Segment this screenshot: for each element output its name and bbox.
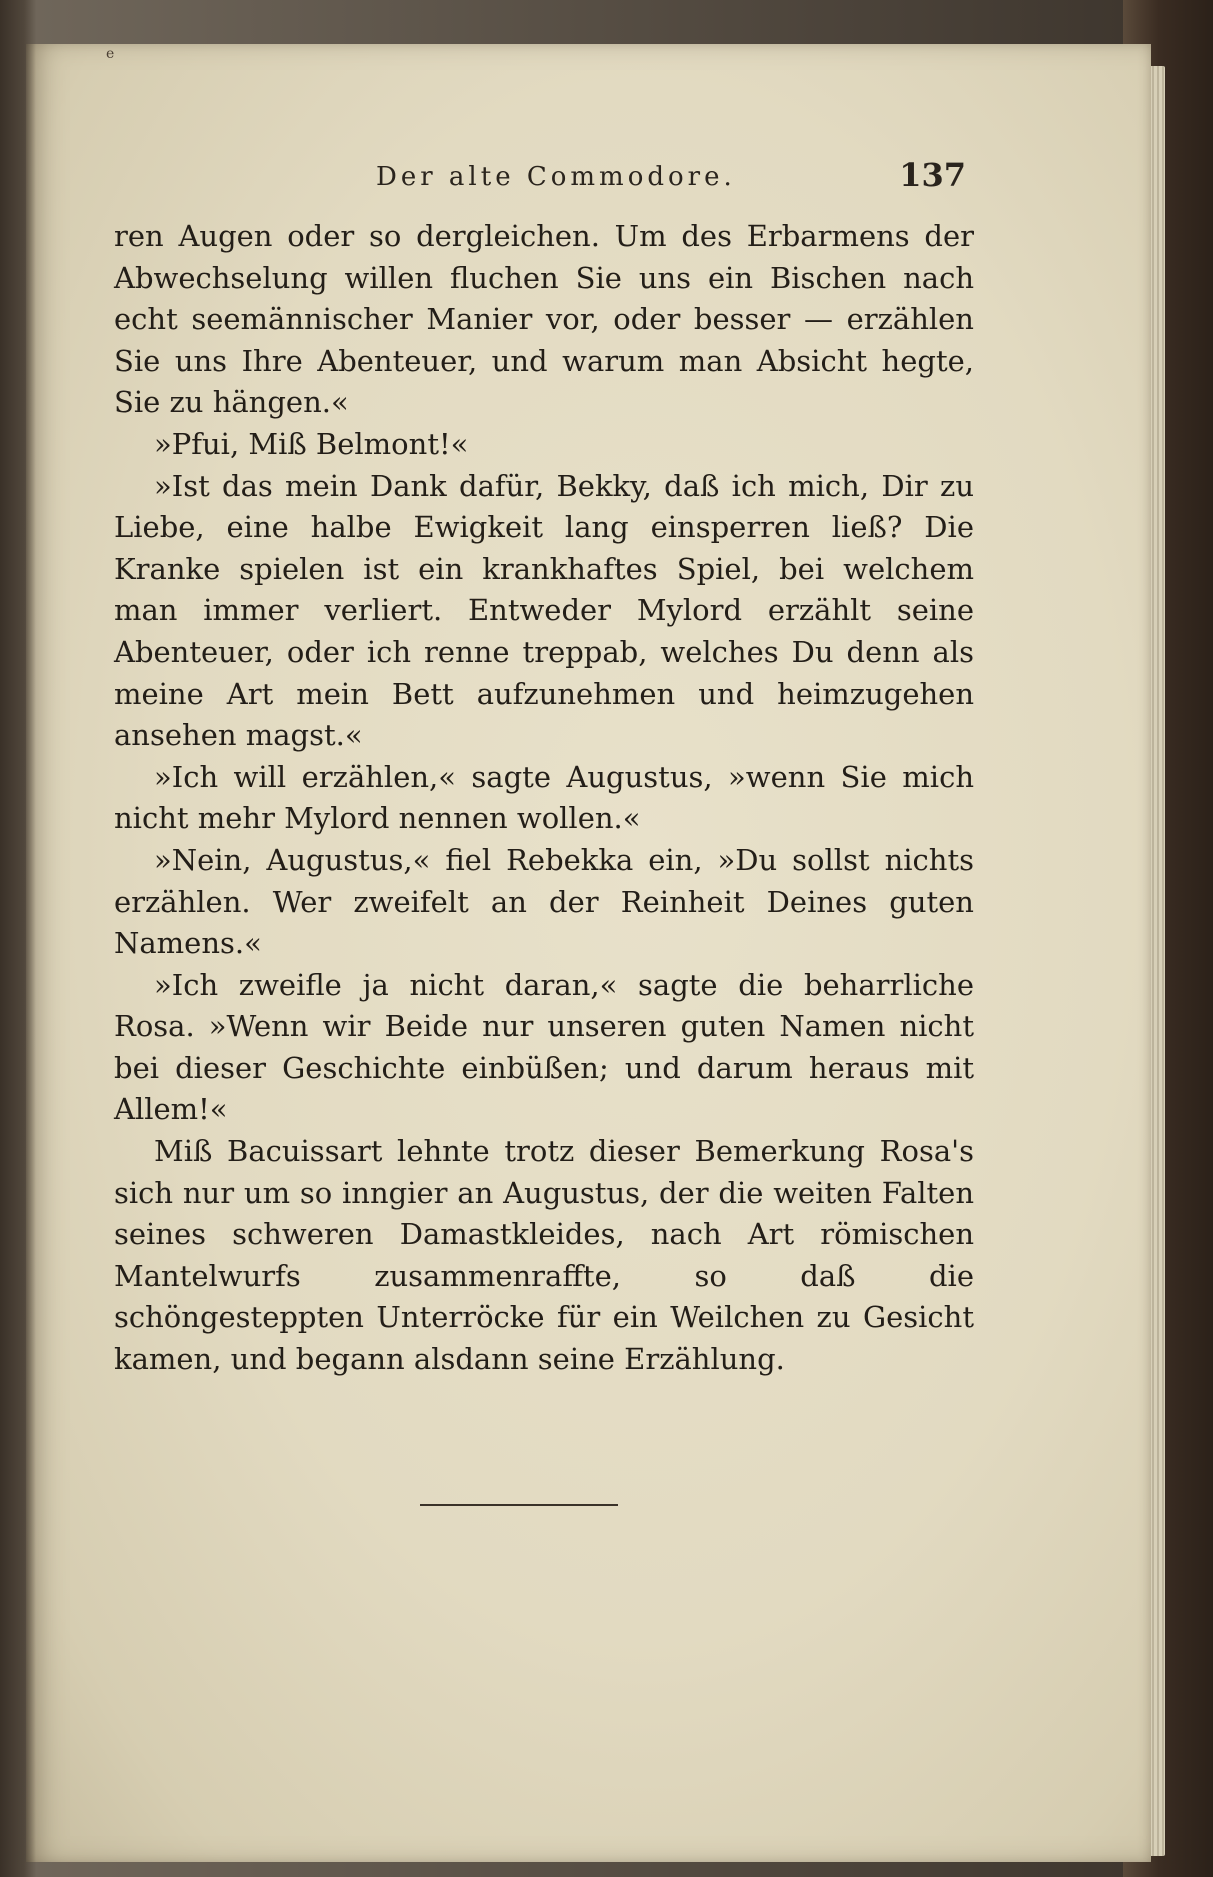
paragraph-5: »Nein, Augustus,« fiel Rebekka ein, »Du sollst nichts erzählen. Wer zweifelt an der Reinheit Deines guten Namens.« bbox=[114, 842, 974, 961]
section-end-rule bbox=[420, 1504, 618, 1506]
paragraph-2: »Pfui, Miß Belmont!« bbox=[154, 426, 469, 461]
running-title: Der alte Commodore. bbox=[376, 162, 736, 192]
book-page bbox=[26, 44, 1151, 1862]
page-number: 137 bbox=[899, 156, 966, 194]
corner-mark: e bbox=[106, 46, 115, 62]
body-text bbox=[114, 216, 974, 1381]
page-gutter-shadow bbox=[26, 44, 36, 1862]
paragraph-7: Miß Bacuissart lehnte trotz dieser Bemerkung Rosa's sich nur um so inngier an Augustus, der die weiten Falten seines schweren Damastkleides, nach Art römischen Mantelwurfs zusammenraffte, so daß die schöngesteppten Unterröcke für ein Weilchen zu Gesicht kamen, und begann alsdann seine Erzählung. bbox=[114, 1134, 974, 1377]
paragraph-1: ren Augen oder so dergleichen. Um des Erbarmens der Abwechselung willen fluchen Sie uns ein Bischen nach echt seemännischer Manier vor, oder besser — erzählen Sie uns Ihre Abenteuer, und warum man Absicht hegte, Sie zu hängen.« bbox=[114, 219, 974, 420]
paragraph-6: »Ich zweifle ja nicht daran,« sagte die beharrliche Rosa. »Wenn wir Beide nur unseren guten Namen nicht bei dieser Geschichte einbüßen; und darum heraus mit Allem!« bbox=[114, 967, 974, 1127]
paragraph-4: »Ich will erzählen,« sagte Augustus, »wenn Sie mich nicht mehr Mylord nennen wollen.« bbox=[114, 759, 974, 836]
running-head bbox=[116, 152, 976, 192]
paragraph-3: »Ist das mein Dank dafür, Bekky, daß ich mich, Dir zu Liebe, eine halbe Ewigkeit lang einsperren ließ? Die Kranke spielen ist ein krankhaftes Spiel, bei welchem man immer verliert. Entweder Mylord erzählt seine Abenteuer, oder ich renne treppab, welches Du denn als meine Art mein Bett aufzunehmen und heimzugehen ansehen magst.« bbox=[114, 468, 974, 753]
